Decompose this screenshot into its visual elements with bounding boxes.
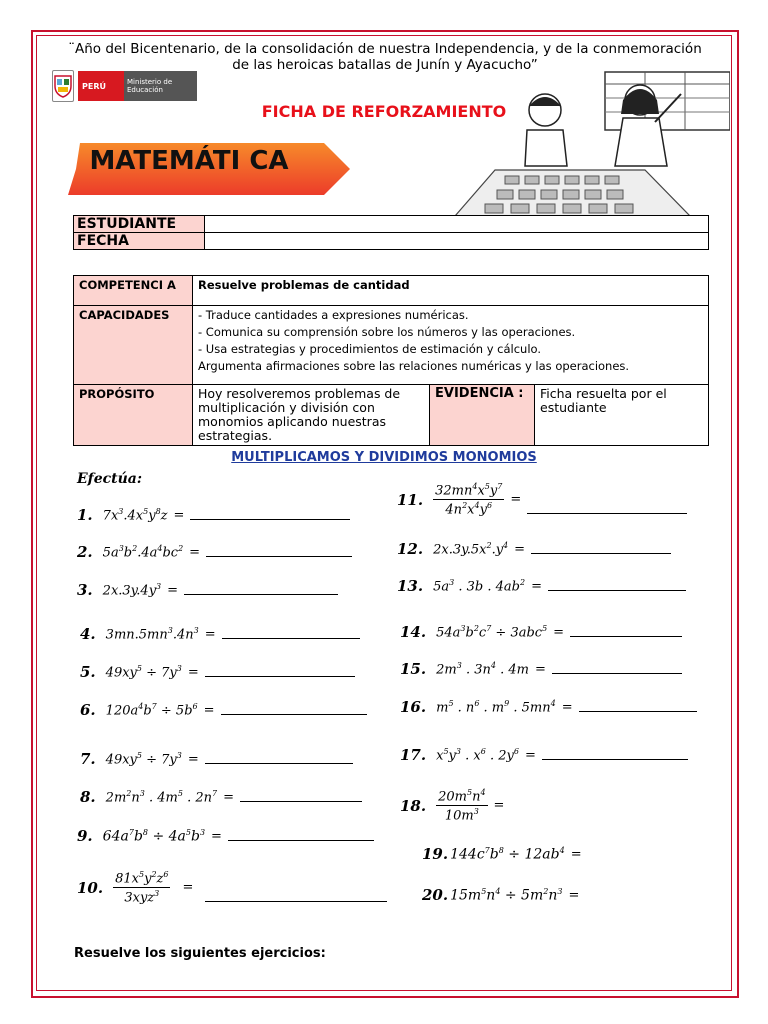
instruction-label: Efectúa: xyxy=(77,471,143,487)
exercise-number: 17. xyxy=(400,746,427,764)
proposito-label: PROPÓSITO xyxy=(74,385,193,446)
coat-of-arms-icon xyxy=(52,70,74,102)
equals-sign: = xyxy=(187,664,199,680)
competencia-value: Resuelve problemas de cantidad xyxy=(193,276,709,306)
evidencia-label: EVIDENCIA : xyxy=(430,385,535,446)
answer-line[interactable] xyxy=(570,635,682,637)
capacidades-list-cell xyxy=(193,306,709,385)
exercise-6 xyxy=(80,701,367,719)
exercise-expression: $49xy^5 \div 7y^3$ xyxy=(105,750,182,768)
exercise-number: 9. xyxy=(77,827,93,845)
exercise-expression: $54a^3b^2c^7 \div 3abc^5$ xyxy=(436,623,548,641)
equals-sign: = xyxy=(510,492,522,508)
date-label: FECHA xyxy=(74,233,205,250)
equals-sign: = xyxy=(570,846,582,862)
equals-sign: = xyxy=(524,747,536,763)
equals-sign: = xyxy=(203,702,215,718)
footer-instruction: Resuelve los siguientes ejercicios: xyxy=(74,946,326,961)
year-motto: ¨Año del Bicentenario, de la consolidación de nuestra Independencia, y de la conmemoración de las heroicas batallas de Junín y Ayacucho” xyxy=(68,41,702,73)
capacidad-item: Argumenta afirmaciones sobre las relaciones numéricas y las operaciones. xyxy=(198,359,630,373)
exercise-number: 19. xyxy=(422,845,449,863)
answer-line[interactable] xyxy=(579,710,697,712)
exercise-expression: $5a^3$ . 3b . $4ab^2$ xyxy=(433,577,526,595)
exercise-18 xyxy=(400,788,510,824)
exercise-8 xyxy=(80,788,362,806)
answer-line[interactable] xyxy=(205,675,355,677)
answer-line[interactable] xyxy=(552,672,682,674)
exercise-1 xyxy=(77,506,350,524)
answer-line[interactable] xyxy=(205,762,353,764)
exercise-expression: $120a^4b^7 \div 5b^6$ xyxy=(105,701,198,719)
answer-line[interactable] xyxy=(222,637,360,639)
exercise-expression: $49xy^5 \div 7y^3$ xyxy=(105,663,182,681)
exercise-16 xyxy=(400,698,697,716)
exercise-expression: $\frac{32mn^4x^5y^7}{4n^2x^4y^6}$ xyxy=(435,482,503,518)
equals-sign: = xyxy=(173,507,185,523)
exercise-3 xyxy=(77,581,338,599)
exercise-expression: $3mn.5mn^3.4n^3$ xyxy=(105,625,199,643)
answer-line[interactable] xyxy=(205,900,387,902)
answer-line[interactable] xyxy=(542,758,688,760)
exercise-5 xyxy=(80,663,355,681)
logo-country: PERÚ xyxy=(78,71,124,101)
answer-line[interactable] xyxy=(184,593,338,595)
exercise-number: 20. xyxy=(422,886,449,904)
equals-sign: = xyxy=(167,582,179,598)
exercise-expression: $144c^7b^8 \div 12ab^4$ xyxy=(450,845,565,863)
equals-sign: = xyxy=(553,624,565,640)
exercise-11 xyxy=(397,482,687,518)
student-table xyxy=(73,215,709,250)
exercise-number: 5. xyxy=(80,663,96,681)
exercise-expression: $7x^3.4x^5y^8z$ xyxy=(102,506,168,524)
exercise-number: 18. xyxy=(400,796,427,815)
capacidad-item: - Traduce cantidades a expresiones numéricas. xyxy=(198,308,469,322)
answer-line[interactable] xyxy=(206,555,352,557)
exercise-number: 1. xyxy=(77,506,93,524)
exercise-4 xyxy=(80,625,360,643)
exercise-14 xyxy=(400,623,682,641)
exercise-17 xyxy=(400,746,688,764)
exercise-number: 12. xyxy=(397,540,424,558)
equals-sign: = xyxy=(514,541,526,557)
exercise-20 xyxy=(422,886,585,904)
exercise-expression: $m^5$ . $n^6$ . $m^9$ . $5mn^4$ xyxy=(436,698,556,716)
capacidades-list xyxy=(198,308,703,373)
equals-sign: = xyxy=(531,578,542,594)
ficha-title: FICHA DE REFORZAMIENTO xyxy=(261,102,507,121)
exercise-expression: $\frac{81x^5y^2z^6}{3xyz^3}$ xyxy=(115,870,169,906)
answer-line[interactable] xyxy=(240,800,362,802)
answer-line[interactable] xyxy=(548,589,686,591)
evidencia-value: Ficha resuelta por el estudiante xyxy=(535,385,709,446)
equals-sign: = xyxy=(189,544,201,560)
exercise-number: 10. xyxy=(77,878,104,897)
capacidad-item: - Comunica su comprensión sobre los números y las operaciones. xyxy=(198,325,576,339)
competency-table xyxy=(73,275,709,446)
proposito-value: Hoy resolveremos problemas de multiplicación y división con monomios aplicando nuestras estrategias. xyxy=(193,385,430,446)
exercise-9 xyxy=(77,827,374,845)
student-label: ESTUDIANTE xyxy=(74,216,205,233)
exercise-expression: $15m^5n^4 \div 5m^2n^3$ xyxy=(450,886,563,904)
ministry-logo xyxy=(52,68,197,104)
exercise-expression: $\frac{20m^5n^4}{10m^3}$ xyxy=(438,788,486,824)
exercise-expression: $2m^3$ . $3n^4$ . 4m xyxy=(436,660,529,678)
answer-line[interactable] xyxy=(228,839,374,841)
exercise-expression: $64a^7b^8 \div 4a^5b^3$ xyxy=(102,827,206,845)
exercise-expression: $2x.3y.4y^3$ xyxy=(102,581,162,599)
logo-ministry: Ministerio de Educación xyxy=(124,71,197,101)
subject-banner-text: MATEMÁTI CA xyxy=(89,146,289,176)
answer-line[interactable] xyxy=(221,713,367,715)
equals-sign: = xyxy=(534,661,546,677)
exercise-15 xyxy=(400,660,682,678)
student-field[interactable] xyxy=(205,216,709,233)
exercise-number: 11. xyxy=(397,490,424,509)
exercise-number: 16. xyxy=(400,698,427,716)
exercise-number: 2. xyxy=(77,543,93,561)
equals-sign: = xyxy=(561,699,573,715)
competencia-label: COMPETENCI A xyxy=(74,276,193,306)
date-field[interactable] xyxy=(205,233,709,250)
exercise-2 xyxy=(77,543,352,561)
exercise-number: 3. xyxy=(77,581,93,599)
exercise-expression: $2x.3y.5x^2.y^4$ xyxy=(433,540,509,558)
exercise-expression: $2m^2n^3$ . $4m^5$ . $2n^7$ xyxy=(105,788,218,806)
equals-sign: = xyxy=(223,789,234,805)
exercise-number: 6. xyxy=(80,701,96,719)
exercise-19 xyxy=(422,845,588,863)
exercise-7 xyxy=(80,750,353,768)
equals-sign: = xyxy=(182,880,194,896)
answer-line[interactable] xyxy=(190,518,350,520)
answer-line[interactable] xyxy=(531,552,671,554)
answer-line[interactable] xyxy=(527,512,687,514)
exercise-number: 14. xyxy=(400,623,427,641)
equals-sign: = xyxy=(187,751,199,767)
equals-sign: = xyxy=(568,887,580,903)
exercise-number: 8. xyxy=(80,788,96,806)
exercise-number: 4. xyxy=(80,625,96,643)
section-title: MULTIPLICAMOS Y DIVIDIMOS MONOMIOS xyxy=(231,450,537,465)
students-illustration xyxy=(455,70,730,216)
equals-sign: = xyxy=(211,828,222,844)
equals-sign: = xyxy=(204,626,216,642)
exercise-12 xyxy=(397,540,671,558)
exercise-expression: $5a^3b^2.4a^4bc^2$ xyxy=(102,543,184,561)
exercise-number: 13. xyxy=(397,577,424,595)
equals-sign: = xyxy=(493,798,505,814)
exercise-13 xyxy=(397,577,686,595)
capacidades-label: CAPACIDADES xyxy=(74,306,193,385)
exercise-number: 15. xyxy=(400,660,427,678)
capacidad-item: - Usa estrategias y procedimientos de estimación y cálculo. xyxy=(198,342,542,356)
exercise-10 xyxy=(77,870,387,906)
exercise-number: 7. xyxy=(80,750,96,768)
exercise-expression: $x^5y^3$ . $x^6$ . $2y^6$ xyxy=(436,746,519,764)
